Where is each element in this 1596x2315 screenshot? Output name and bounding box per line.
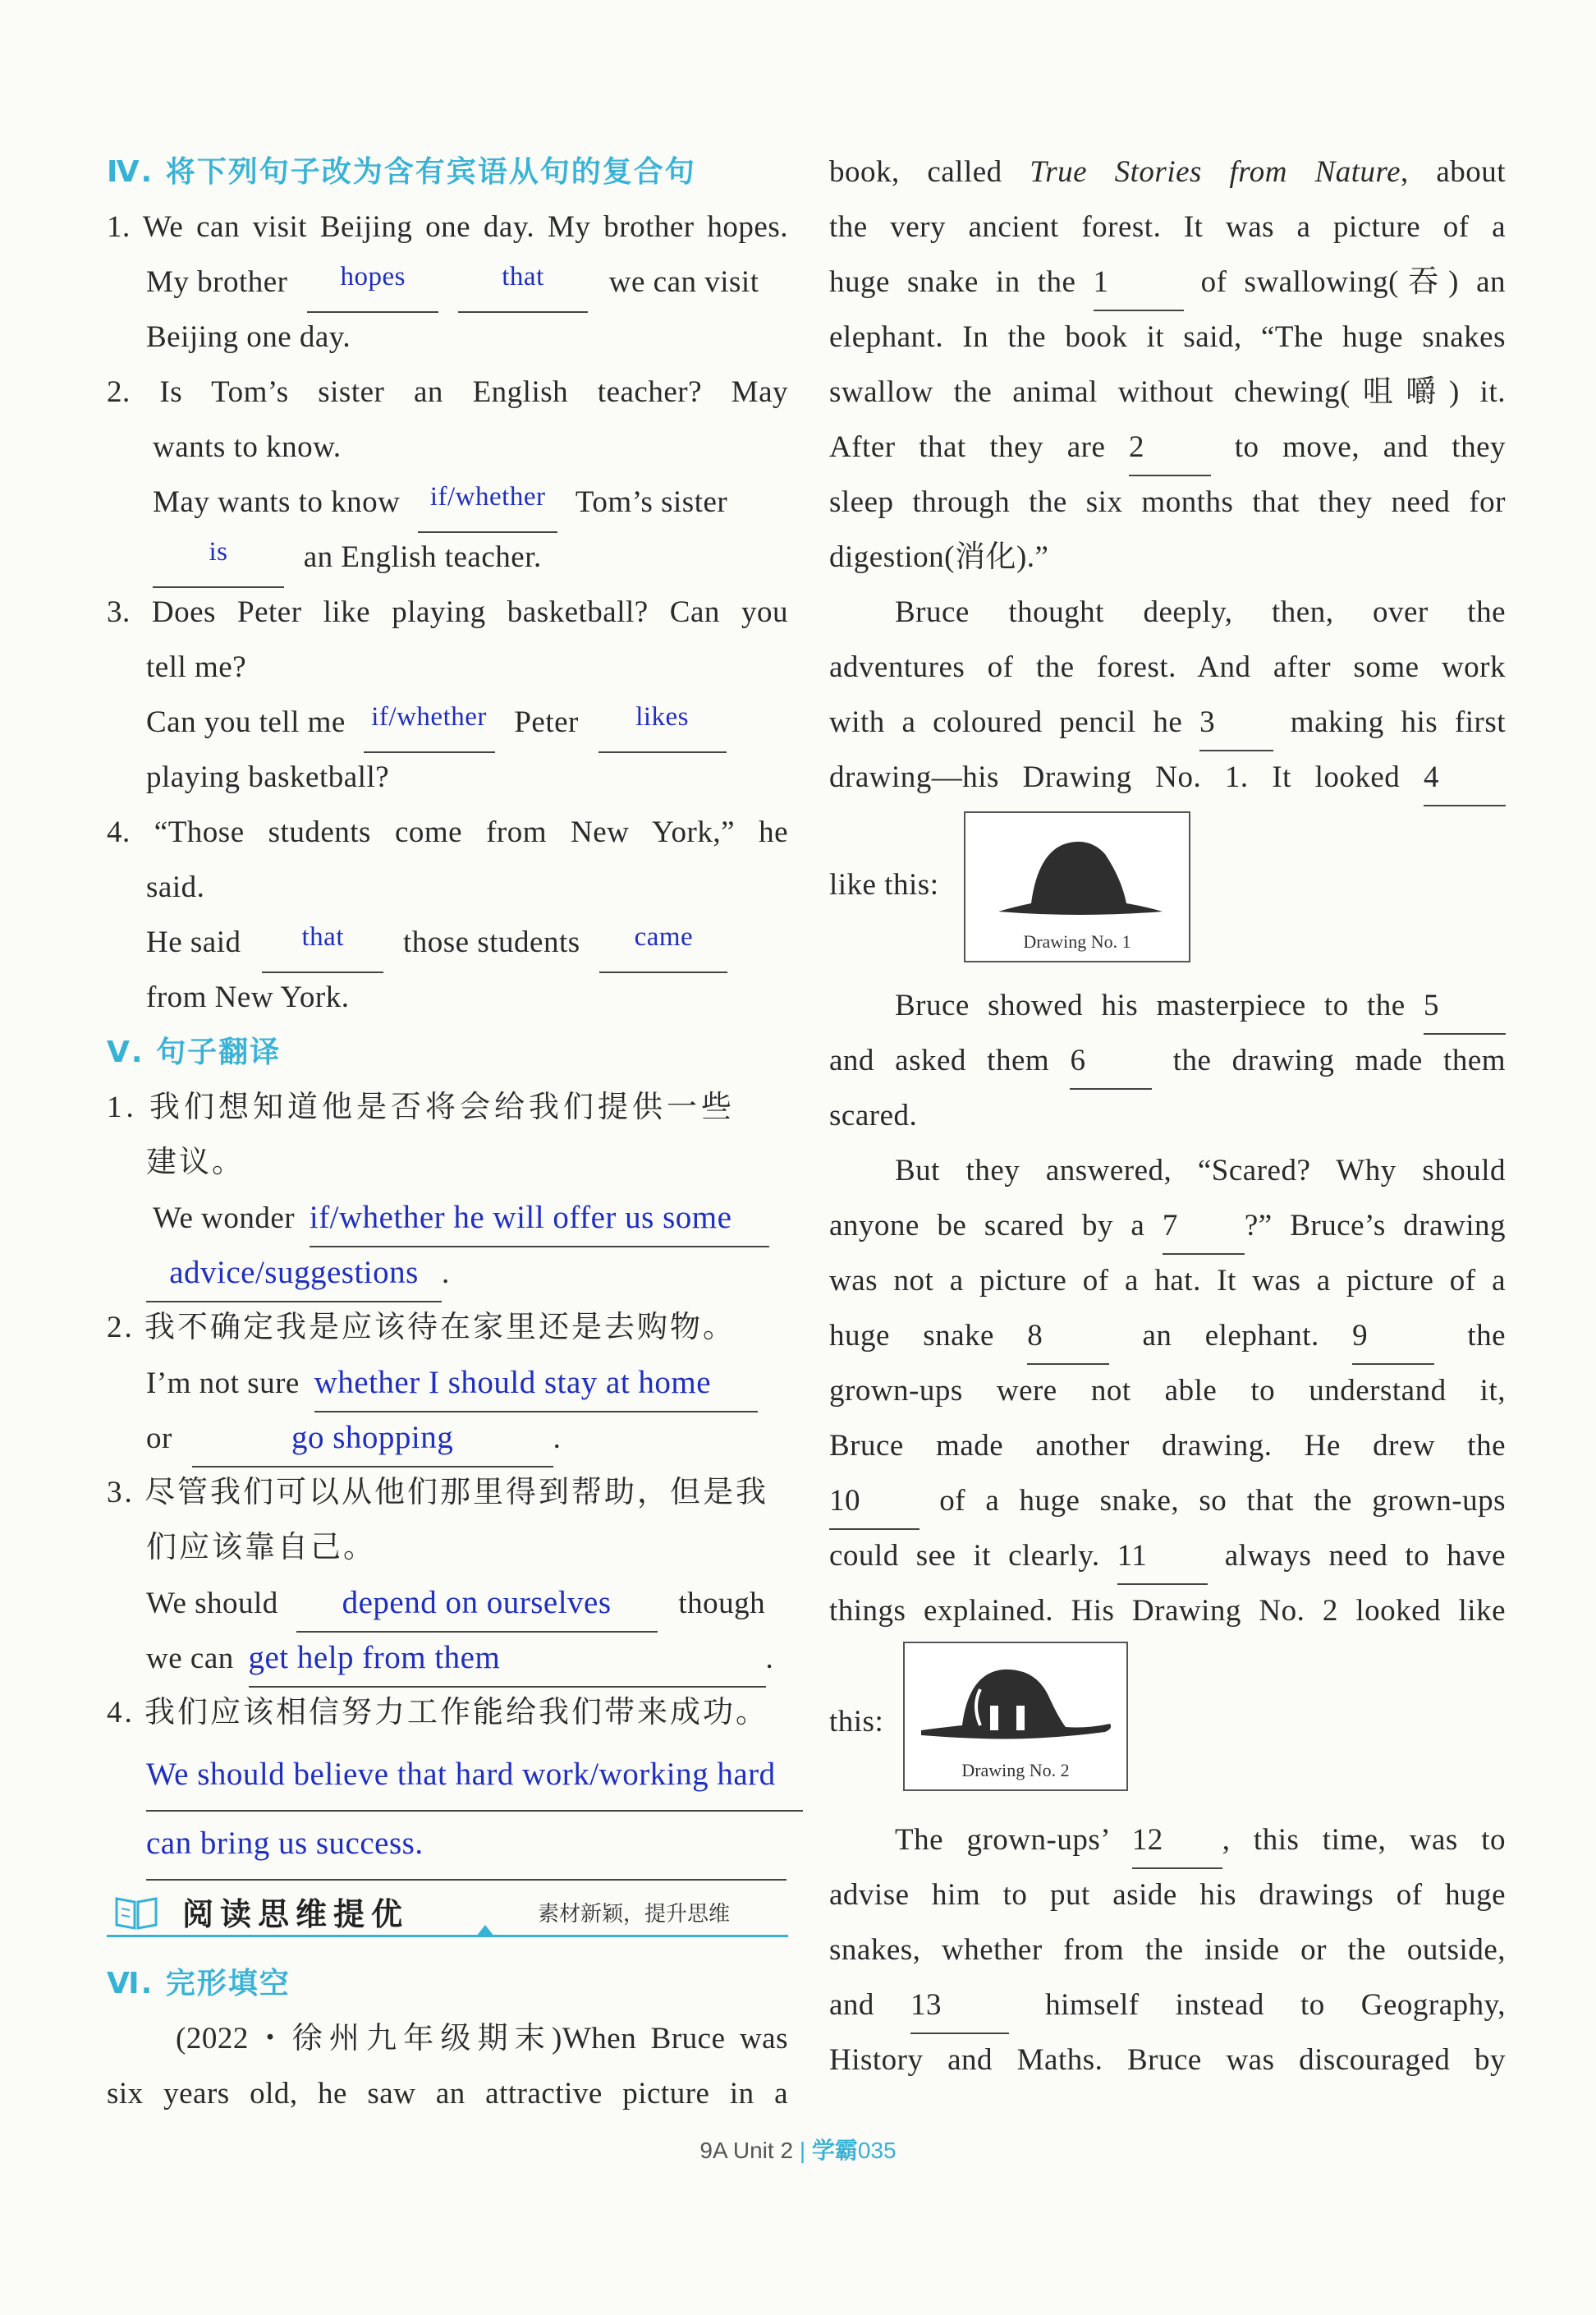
q5-1-answer-line: We wonder if/whether he will offer us some (107, 1190, 788, 1245)
cloze-blank-9[interactable]: 9 (1352, 1308, 1434, 1365)
passage-line: Bruce thought deeply, then, over the (895, 595, 1506, 629)
q5-3-prompt: 3. 尽管我们可以从他们那里得到帮助，但是我 (107, 1476, 768, 1509)
q5-3-answer-line: We should depend on ourselves though (107, 1575, 788, 1630)
banner-subtitle: 素材新颖，提升思维 (538, 1902, 731, 1927)
answer-blank[interactable]: whether I should stay at home (314, 1355, 758, 1412)
q4-1-answer-line: My brother hopes that we can visit (107, 255, 788, 310)
left-column (107, 145, 788, 1878)
passage-line: scared. (829, 1099, 918, 1132)
answer-blank[interactable]: if/whether he will offer us some (310, 1190, 769, 1247)
answer-blank[interactable]: We should believe that hard work/working hard (146, 1740, 803, 1812)
q5-4-answer-line (107, 1740, 788, 1809)
q4-1-tail: Beijing one day. (146, 320, 351, 354)
section-6-title: Ⅵ. 完形填空 (107, 1967, 291, 2000)
passage-line: Bruce showed his masterpiece to the 5 (829, 978, 1506, 1033)
banner-title: 阅读思维提优 (182, 1896, 410, 1932)
passage-line: The grown-ups’ 12 , this time, was to (829, 1812, 1506, 1867)
drawing-no-2-figure (903, 1642, 1128, 1791)
q4-4-tail: from New York. (146, 981, 350, 1014)
snake-elephant-drawing-icon (905, 1648, 1126, 1755)
passage-line: But they answered, “Scared? Why should (895, 1154, 1506, 1187)
passage-line: 10 of a huge snake, so that the grown-ups (829, 1473, 1506, 1528)
passage-line: After that they are 2 to move, and they (829, 420, 1506, 475)
banner-rule (107, 1935, 788, 1937)
passage-line: could see it clearly. 11 always need to have (829, 1528, 1506, 1583)
passage-line: adventures of the forest. And after some work (829, 650, 1506, 684)
footer-unit: 9A Unit 2 (699, 2138, 794, 2163)
q5-4-answer-line-2 (107, 1809, 788, 1878)
passage-line: huge snake in the 1 of swallowing(吞) an (829, 255, 1506, 310)
q4-4-prompt: 4. “Those students come from New York,” he (107, 815, 788, 849)
passage-line: with a coloured pencil he 3 making his first (829, 695, 1506, 750)
answer-blank[interactable]: hopes (307, 255, 438, 313)
cloze-blank-10[interactable]: 10 (829, 1473, 920, 1530)
answer-blank[interactable]: advice/suggestions (146, 1245, 442, 1302)
answer-blank[interactable]: if/whether (418, 475, 557, 533)
cloze-blank-8[interactable]: 8 (1027, 1308, 1109, 1365)
passage-line: Bruce made another drawing. He drew the (829, 1429, 1506, 1463)
cloze-blank-5[interactable]: 5 (1424, 978, 1506, 1035)
cloze-blank-11[interactable]: 11 (1117, 1528, 1208, 1585)
cloze-blank-4[interactable]: 4 (1424, 750, 1506, 806)
cloze-blank-7[interactable]: 7 (1163, 1198, 1245, 1255)
passage-line: anyone be scared by a 7 ?” Bruce’s drawing (829, 1198, 1506, 1253)
q4-4-prompt-2: said. (146, 870, 205, 904)
cloze-blank-2[interactable]: 2 (1129, 420, 1211, 476)
passage-line: grown-ups were not able to understand it, (829, 1374, 1506, 1408)
right-column (829, 145, 1506, 2088)
drawing-no-2-caption: Drawing No. 2 (961, 1760, 1070, 1780)
section-6 (107, 1956, 788, 2121)
page-number: 035 (857, 2138, 897, 2163)
passage-line: sleep through the six months that they need for (829, 485, 1506, 519)
triangle-marker-icon (476, 1925, 494, 1936)
q4-3-tail: playing basketball? (146, 760, 390, 794)
answer-blank[interactable]: that (458, 255, 588, 313)
passage-line: huge snake 8 an elephant. 9 the (829, 1308, 1506, 1363)
q4-2-answer-line-2: is an English teacher. (107, 530, 788, 585)
reading-section-banner (107, 1886, 788, 1936)
drawing-2-row (829, 1638, 1506, 1812)
section-5-title: Ⅴ. 句子翻译 (107, 1036, 282, 1069)
passage-line: the very ancient forest. It was a picture of a (829, 210, 1506, 244)
passage-line: things explained. His Drawing No. 2 looked like (829, 1594, 1506, 1628)
passage-line: drawing—his Drawing No. 1. It looked 4 (829, 750, 1506, 805)
open-book-icon (113, 1892, 159, 1933)
answer-blank[interactable]: that (262, 915, 383, 973)
drawing-no-1-caption: Drawing No. 1 (1023, 931, 1131, 952)
answer-blank[interactable]: likes (598, 695, 727, 753)
answer-blank[interactable]: depend on ourselves (296, 1575, 658, 1633)
q5-2-answer-line-2: or go shopping . (107, 1410, 788, 1465)
answer-blank[interactable]: is (153, 530, 284, 588)
q4-3-prompt-2: tell me? (146, 650, 247, 684)
drawing-1-row (829, 805, 1506, 978)
drawing-no-1-figure (964, 811, 1190, 962)
passage-line: swallow the animal without chewing(咀嚼) it. (829, 375, 1506, 409)
answer-blank[interactable]: can bring us success. (146, 1809, 787, 1881)
passage-line: this: (829, 1705, 884, 1739)
q5-1-prompt-2: 建议。 (146, 1146, 245, 1179)
q5-1-prompt: 1. 我们想知道他是否将会给我们提供一些 (107, 1091, 736, 1124)
q4-2-prompt-2: wants to know. (153, 430, 342, 464)
passage-line: digestion(消化).” (829, 540, 1049, 574)
cloze-blank-3[interactable]: 3 (1199, 695, 1273, 751)
passage-line: like this: (829, 868, 939, 902)
hat-drawing-icon (965, 821, 1189, 928)
q5-2-prompt: 2. 我不确定我是应该待在家里还是去购物。 (107, 1311, 736, 1344)
footer-brand: 学霸 (811, 2138, 858, 2163)
passage-line: was not a picture of a hat. It was a picture of a (829, 1264, 1506, 1298)
q5-3-answer-line-2: we can get help from them . (107, 1630, 788, 1685)
passage-line: advise him to put aside his drawings of huge (829, 1878, 1506, 1912)
answer-blank[interactable]: get help from them (249, 1630, 766, 1688)
q4-2-prompt: 2. Is Tom’s sister an English teacher? May (107, 375, 788, 409)
q4-3-answer-line: Can you tell me if/whether Peter likes (107, 695, 788, 750)
q4-1-prompt: 1. We can visit Beijing one day. My brother hopes. (107, 210, 788, 244)
passage-line: History and Maths. Bruce was discouraged by (829, 2043, 1506, 2077)
q5-1-answer-line-2: advice/suggestions . (107, 1245, 788, 1300)
cloze-blank-12[interactable]: 12 (1132, 1812, 1222, 1869)
section-6-line-1: (2022・徐州九年级期末)When Bruce was (176, 2022, 788, 2055)
passage-line: snakes, whether from the inside or the outside, (829, 1933, 1506, 1967)
answer-blank[interactable]: if/whether (364, 695, 495, 753)
answer-blank[interactable]: came (599, 915, 727, 973)
cloze-blank-13[interactable]: 13 (910, 1977, 1009, 2034)
q5-3-prompt-2: 们应该靠自己。 (146, 1531, 376, 1564)
q4-2-answer-line: May wants to know if/whether Tom’s sister (107, 475, 788, 530)
passage-line: and asked them 6 the drawing made them (829, 1033, 1506, 1088)
q5-2-answer-line: I’m not sure whether I should stay at home (107, 1355, 788, 1410)
passage-line: elephant. In the book it said, “The huge snakes (829, 320, 1506, 354)
passage-line: and 13 himself instead to Geography, (829, 1977, 1506, 2033)
section-4-title: Ⅳ. 将下列句子改为含有宾语从句的复合句 (107, 155, 696, 189)
cloze-blank-6[interactable]: 6 (1070, 1033, 1152, 1090)
q4-3-prompt: 3. Does Peter like playing basketball? Can you (107, 595, 788, 629)
passage-line: book, called True Stories from Nature, about (829, 155, 1507, 189)
q4-4-answer-line: He said that those students came (107, 915, 788, 970)
cloze-blank-1[interactable]: 1 (1094, 255, 1184, 311)
footer-separator: | (799, 2138, 806, 2163)
section-6-line-2: six years old, he saw an attractive picture in a (107, 2077, 788, 2111)
q5-4-prompt: 4. 我们应该相信努力工作能给我们带来成功。 (107, 1696, 768, 1729)
page-footer (0, 2133, 1596, 2166)
answer-blank[interactable]: go shopping (192, 1410, 553, 1468)
